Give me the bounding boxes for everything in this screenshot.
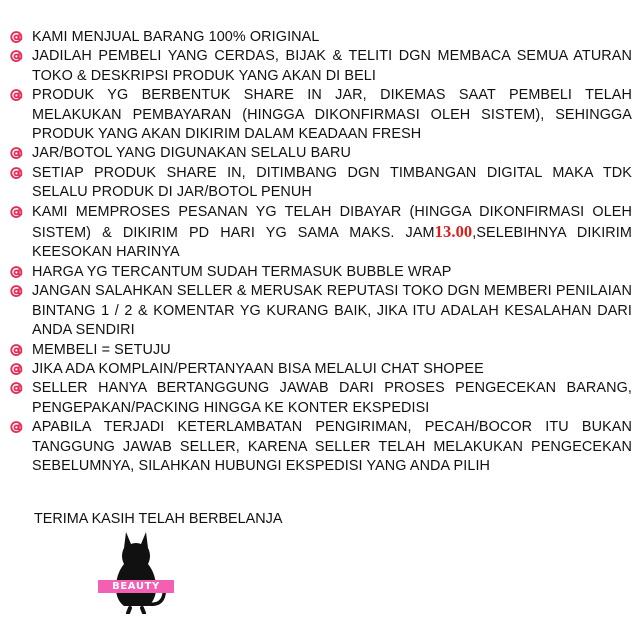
at-bullet-icon [10,360,32,379]
at-bullet-icon [10,28,32,47]
at-bullet-icon [10,379,32,398]
at-bullet-icon [10,282,32,301]
rule-item [10,144,632,163]
rule-text: PRODUK YG BERBENTUK SHARE IN JAR, DIKEMAS SAAT PEMBELI TELAH MELAKUKAN PEMBAYARAN (HINGGA DIKONFIRMASI OLEH SISTEM), SEHINGGA PRODUK YANG AKAN DIKIRIM DALAM KEADAAN FRESH [32,87,632,143]
at-bullet-icon [10,164,32,183]
at-bullet-icon [10,86,32,105]
at-bullet-icon [10,263,32,282]
rule-item [10,418,632,476]
at-bullet-icon [10,418,32,437]
rule-text: JADILAH PEMBELI YANG CERDAS, BIJAK & TELITI DGN MEMBACA SEMUA ATURAN TOKO & DESKRIPSI PRODUK YANG AKAN DI BELI [32,48,632,84]
at-bullet-icon [10,144,32,163]
rule-text: JANGAN SALAHKAN SELLER & MERUSAK REPUTASI TOKO DGN MEMBERI PENILAIAN BINTANG 1 / 2 & KOMENTAR YG KURANG BAIK, JIKA ITU ADALAH KESALAHAN DARI ANDA SENDIRI [32,283,632,339]
rule-text-after: ,SELEBIHNYA DIKIRIM KEESOKAN HARINYA [32,225,632,261]
black-cat-icon [98,530,174,614]
rule-item [10,164,632,203]
logo-text: BEAUTY [98,580,174,593]
rule-item [10,360,632,379]
rule-item [10,47,632,86]
store-logo [98,530,174,614]
rule-text: JAR/BOTOL YANG DIGUNAKAN SELALU BARU [32,145,351,162]
rule-text: HARGA YG TERCANTUM SUDAH TERMASUK BUBBLE WRAP [32,263,452,280]
rule-item [10,263,632,282]
rule-text: SELLER HANYA BERTANGGUNG JAWAB DARI PROSES PENGECEKAN BARANG, PENGEPAKAN/PACKING HINGGA KE KONTER EKSPEDISI [32,380,632,416]
closing-text: TERIMA KASIH TELAH BERBELANJA [34,511,283,527]
rule-item [10,28,632,47]
rule-item [10,203,632,263]
at-bullet-icon [10,47,32,66]
rule-text: SETIAP PRODUK SHARE IN, DITIMBANG DGN TIMBANGAN DIGITAL MAKA TDK SELALU PRODUK DI JAR/BOTOL PENUH [32,164,632,201]
rule-text-before: KAMI MEMPROSES PESANAN YG TELAH DIBAYAR (HINGGA DIKONFIRMASI OLEH SISTEM) & DIKIRIM PD HARI YG SAMA MAKS. JAM [32,203,632,242]
rule-text: KAMI MENJUAL BARANG 100% ORIGINAL [32,29,320,45]
rule-item [10,379,632,418]
cutoff-time: 13.00 [434,222,473,242]
rule-item [10,86,632,144]
rule-item [10,341,632,360]
rule-text: JIKA ADA KOMPLAIN/PERTANYAAN BISA MELALUI CHAT SHOPEE [32,360,484,377]
at-bullet-icon [10,341,32,360]
rule-item [10,282,632,340]
rules-list [10,28,632,476]
at-bullet-icon [10,203,32,222]
rule-text: MEMBELI = SETUJU [32,341,171,358]
rule-text [32,203,632,263]
rule-text: APABILA TERJADI KETERLAMBATAN PENGIRIMAN, PECAH/BOCOR ITU BUKAN TANGGUNG JAWAB SELLER, KARENA SELLER TELAH MELAKUKAN PENGECEKAN SEBELUMNYA, SILAHKAN HUBUNGI EKSPEDISI YANG ANDA PILIH [32,419,632,474]
